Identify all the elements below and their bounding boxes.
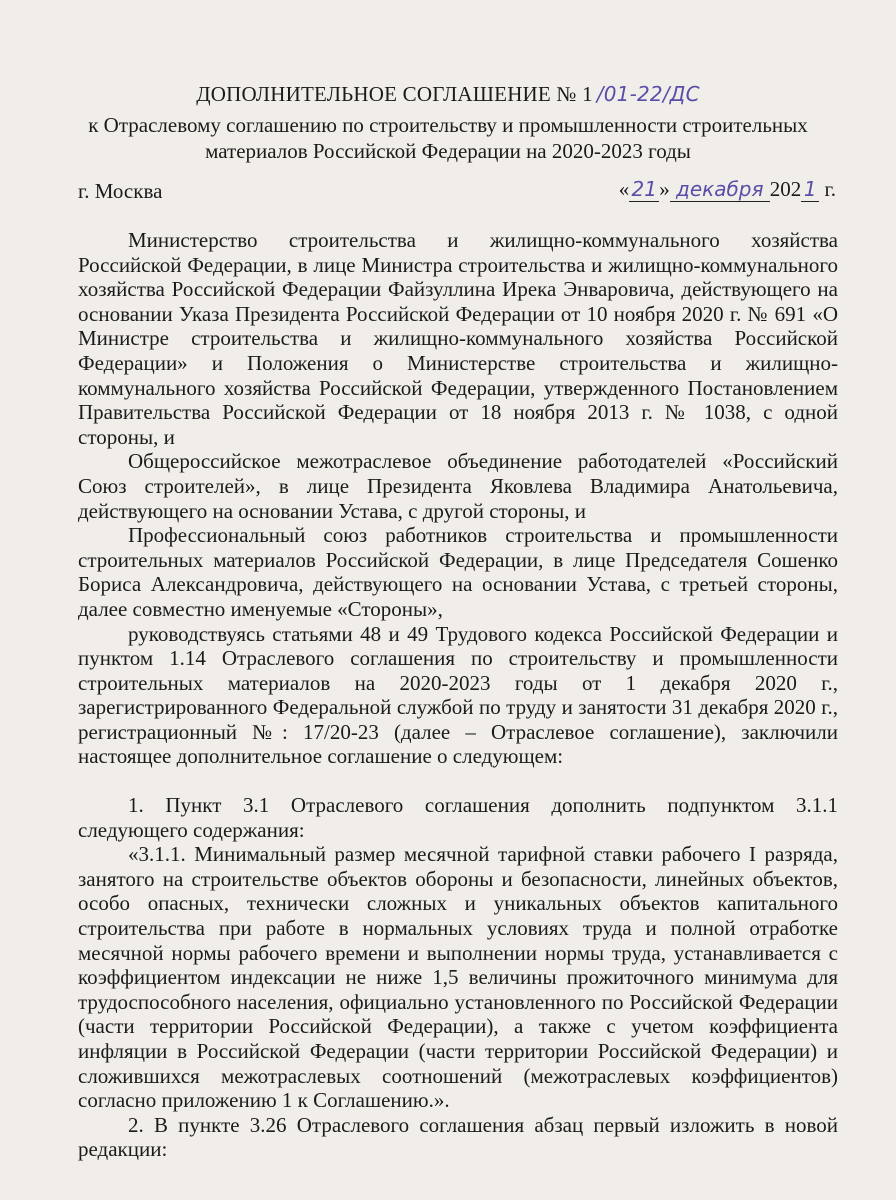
date-close-quote: » [659, 177, 670, 201]
paragraph-party-ministry: Министерство строительства и жилищно-коммунального хозяйства Российской Федерации, в лице Министра строительства и жилищно-коммунального хозяйства Российской Федерации Файзуллина Ирека Энваровича, действующего на основании Указа Президента Российской Федерации от 10 ноября 2020 г. № 691 «О Министре строительства и жилищно-коммунального хозяйства Российской Федерации» и Положения о Министерстве строительства и жилищно-коммунального хозяйства Российской Федерации, утвержденного Постановлением Правительства Российской Федерации от 18 ноября 2013 г. № 1038, с одной стороны, и [78, 228, 838, 449]
title-text: ДОПОЛНИТЕЛЬНОЕ СОГЛАШЕНИЕ № 1 [196, 82, 593, 106]
document-body [78, 228, 838, 1162]
paragraph-clause-1: 1. Пункт 3.1 Отраслевого соглашения дополнить подпунктом 3.1.1 следующего содержания: [78, 793, 838, 842]
paragraph-legal-basis: руководствуясь статьями 48 и 49 Трудового кодекса Российской Федерации и пунктом 1.14 Отраслевого соглашения по строительству и промышленности строительных материалов на 2020-2023 годы от 1 декабря 2020 г., зарегистрированного Федеральной службой по труду и занятости 31 декабря 2020 г., регистрационный №: 17/20-23 (далее – Отраслевое соглашение), заключили настоящее дополнительное соглашение о следующем: [78, 621, 838, 769]
paragraph-clause-2: 2. В пункте 3.26 Отраслевого соглашения абзац первый изложить в новой редакции: [78, 1112, 838, 1162]
paragraph-party-union: Профессиональный союз работников строительства и промышленности строительных материалов Российской Федерации, в лице Председателя Сошенко Бориса Александровича, действующего на основании Устава, с третьей стороны, далее совместно именуемые «Стороны», [78, 523, 838, 621]
handwritten-day: 21 [629, 177, 659, 202]
handwritten-month: декабря [670, 177, 770, 202]
handwritten-agreement-number: /01-22/ДС [596, 82, 700, 106]
document-title [0, 81, 896, 108]
paragraph-party-employers: Общероссийское межотраслевое объединение работодателей «Российский Союз строителей», в лице Президента Яковлева Владимира Анатольевича, действующего на основании Устава, с другой стороны, и [78, 449, 838, 523]
date-open-quote: « [618, 177, 630, 201]
date-year-prefix: 202 [769, 177, 802, 201]
handwritten-year-digit: 1 [801, 177, 819, 202]
document-subtitle: к Отраслевому соглашению по строительству и промышленности строительных материалов Российской Федерации на 2020-2023 годы [88, 113, 808, 163]
paragraph-clause-3-1-1: «3.1.1. Минимальный размер месячной тарифной ставки рабочего I разряда, занятого на строительстве объектов обороны и безопасности, линейных объектов, особо опасных, технически сложных и уникальных объектов капитального строительства при работе в нормальных условиях труда и полной отработке месячной нормы рабочего времени и выполнении нормы труда, устанавливается с коэффициентом индексации не ниже 1,5 величины прожиточного минимума для трудоспособного населения, официально установленного по Российской Федерации (части территории Российской Федерации), а также с учетом коэффициента инфляции в Российской Федерации (части территории Российской Федерации) и сложившихся межотраслевых соотношений (межотраслевых коэффициентов) согласно приложению 1 к Соглашению.». [78, 842, 838, 1113]
place-of-signing: г. Москва [78, 179, 163, 203]
date-suffix: г. [819, 177, 836, 201]
signing-date [619, 177, 836, 202]
